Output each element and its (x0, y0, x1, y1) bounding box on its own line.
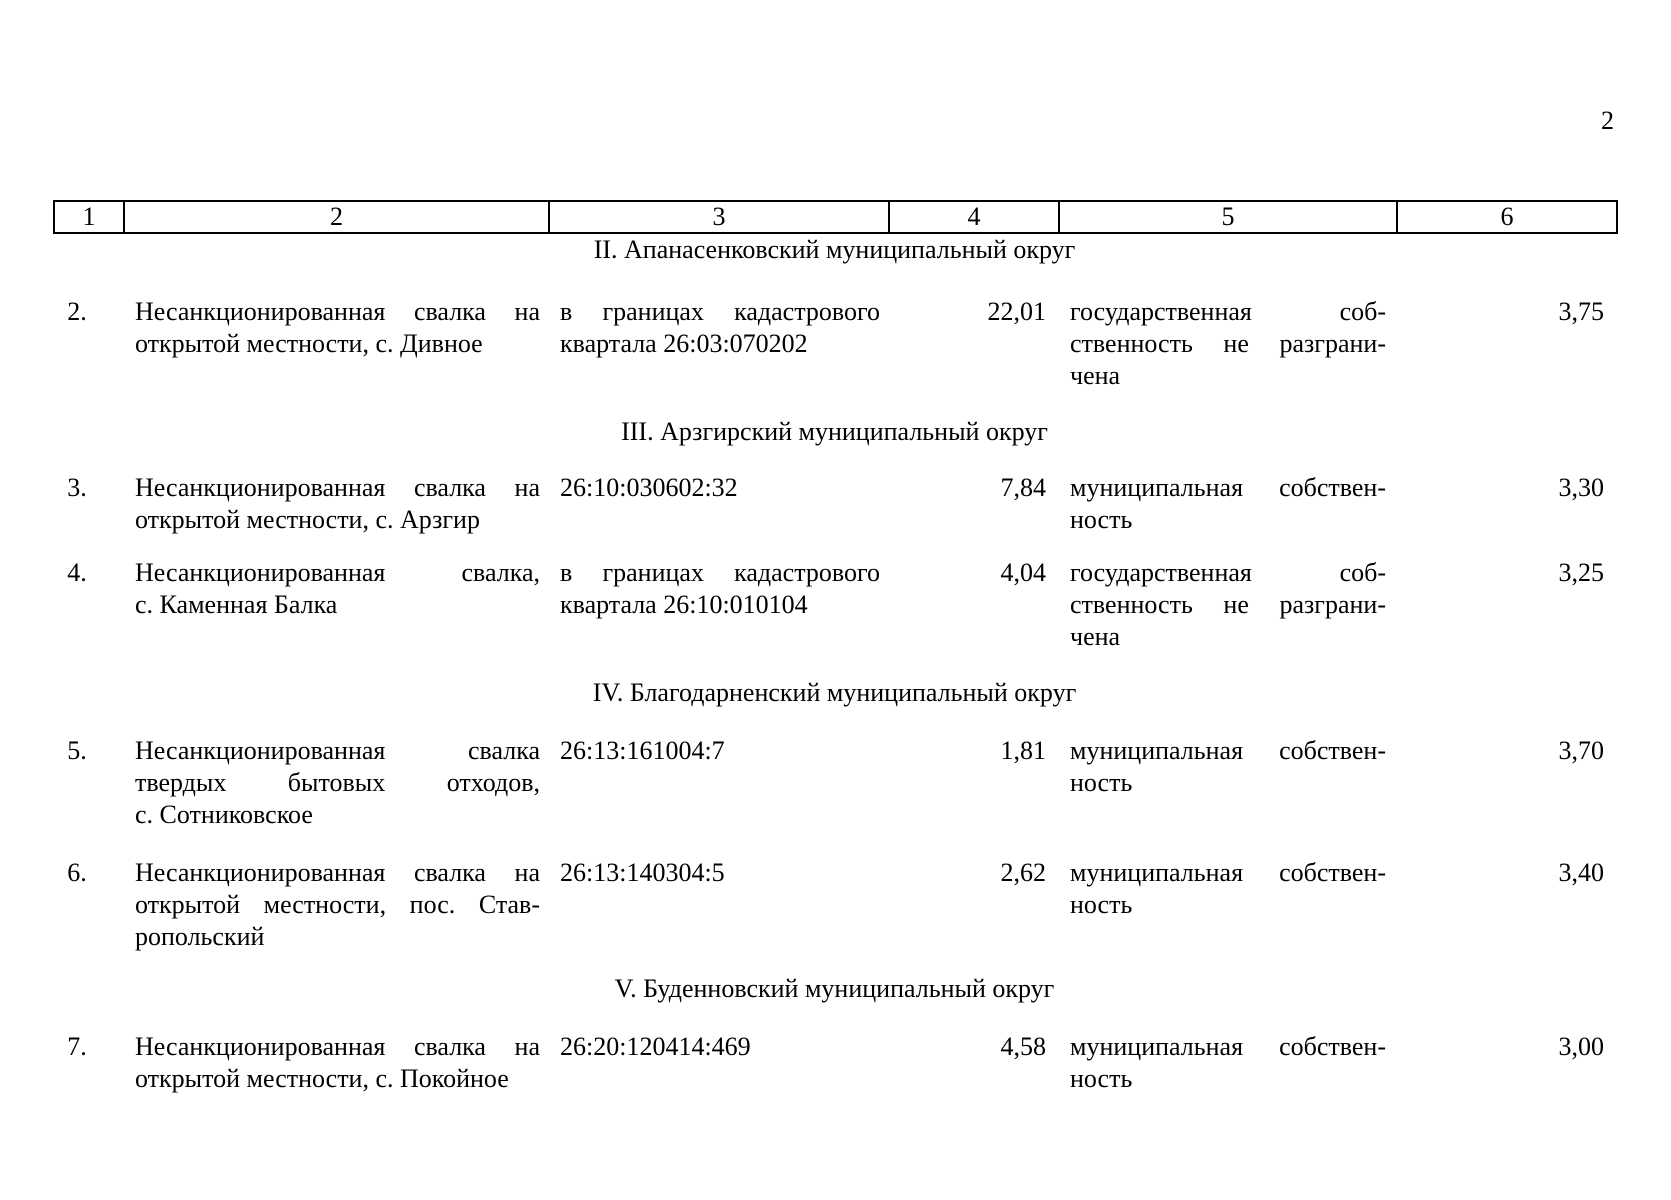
section-title: II. Апанасенковский муниципальный округ (593, 235, 1076, 264)
column-header-table (53, 200, 1618, 234)
table-row (53, 735, 1616, 857)
score-value: 3,00 (1558, 1032, 1605, 1061)
ownership: муниципальная собствен- ность (1070, 473, 1386, 534)
landfill-name: Несанкционированная свалка на открытой местности, с. Арзгир (135, 473, 540, 534)
area-value: 22,01 (987, 297, 1046, 326)
page-number: 2 (1601, 106, 1614, 135)
location: 26:13:161004:7 (560, 736, 725, 765)
area-value: 7,84 (1000, 473, 1046, 502)
location: 26:13:140304:5 (560, 858, 725, 887)
location: 26:20:120414:469 (560, 1032, 751, 1061)
ownership: государственная соб- ственность не разграни- чена (1070, 297, 1386, 390)
row-number: 4. (67, 558, 87, 587)
section-heading-row (53, 416, 1616, 472)
row-number: 5. (67, 736, 87, 765)
area-value: 1,81 (1000, 736, 1046, 765)
location: в границах кадастрового квартала 26:03:070202 (560, 297, 880, 358)
column-header-4: 4 (889, 201, 1059, 233)
landfill-name: Несанкционированная свалка на открытой местности, с. Покойное (135, 1032, 540, 1093)
landfill-name: Несанкционированная свалка, с. Каменная Балка (135, 558, 540, 619)
table-row (53, 296, 1616, 416)
landfill-table-body (53, 234, 1616, 1101)
landfill-name: Несанкционированная свалка на открытой местности, пос. Став- ропольский (135, 858, 540, 951)
column-header-6: 6 (1397, 201, 1617, 233)
ownership: государственная соб- ственность не разграни- чена (1070, 558, 1386, 651)
score-value: 3,70 (1558, 736, 1605, 765)
column-header-1: 1 (54, 201, 124, 233)
row-number: 3. (67, 473, 87, 502)
location: в границах кадастрового квартала 26:10:010104 (560, 558, 880, 619)
area-value: 2,62 (1000, 858, 1046, 887)
column-header-3: 3 (549, 201, 889, 233)
section-heading-row (53, 234, 1616, 296)
table-row (53, 1031, 1616, 1101)
row-number: 7. (67, 1032, 87, 1061)
section-title: IV. Благодарненский муниципальный округ (592, 678, 1077, 707)
score-value: 3,75 (1558, 297, 1605, 326)
area-value: 4,04 (1000, 558, 1046, 587)
section-title: V. Буденновский муниципальный округ (614, 974, 1055, 1003)
ownership: муниципальная собствен- ность (1070, 1032, 1386, 1093)
section-heading-row (53, 973, 1616, 1031)
area-value: 4,58 (1000, 1032, 1046, 1061)
location: 26:10:030602:32 (560, 473, 738, 502)
section-heading-row (53, 677, 1616, 735)
landfill-name: Несанкционированная свалка твердых бытовых отходов, с. Сотниковское (135, 736, 540, 829)
table-row (53, 472, 1616, 557)
score-value: 3,25 (1558, 558, 1605, 587)
column-header-5: 5 (1059, 201, 1397, 233)
score-value: 3,40 (1558, 858, 1605, 887)
landfill-name: Несанкционированная свалка на открытой местности, с. Дивное (135, 297, 540, 358)
row-number: 2. (67, 297, 87, 326)
table-row (53, 857, 1616, 973)
table-row (53, 557, 1616, 677)
section-title: III. Арзгирский муниципальный округ (621, 417, 1048, 446)
row-number: 6. (67, 858, 87, 887)
ownership: муниципальная собствен- ность (1070, 736, 1386, 797)
score-value: 3,30 (1558, 473, 1605, 502)
column-header-2: 2 (124, 201, 549, 233)
column-header-row (54, 201, 1617, 233)
ownership: муниципальная собствен- ность (1070, 858, 1386, 919)
